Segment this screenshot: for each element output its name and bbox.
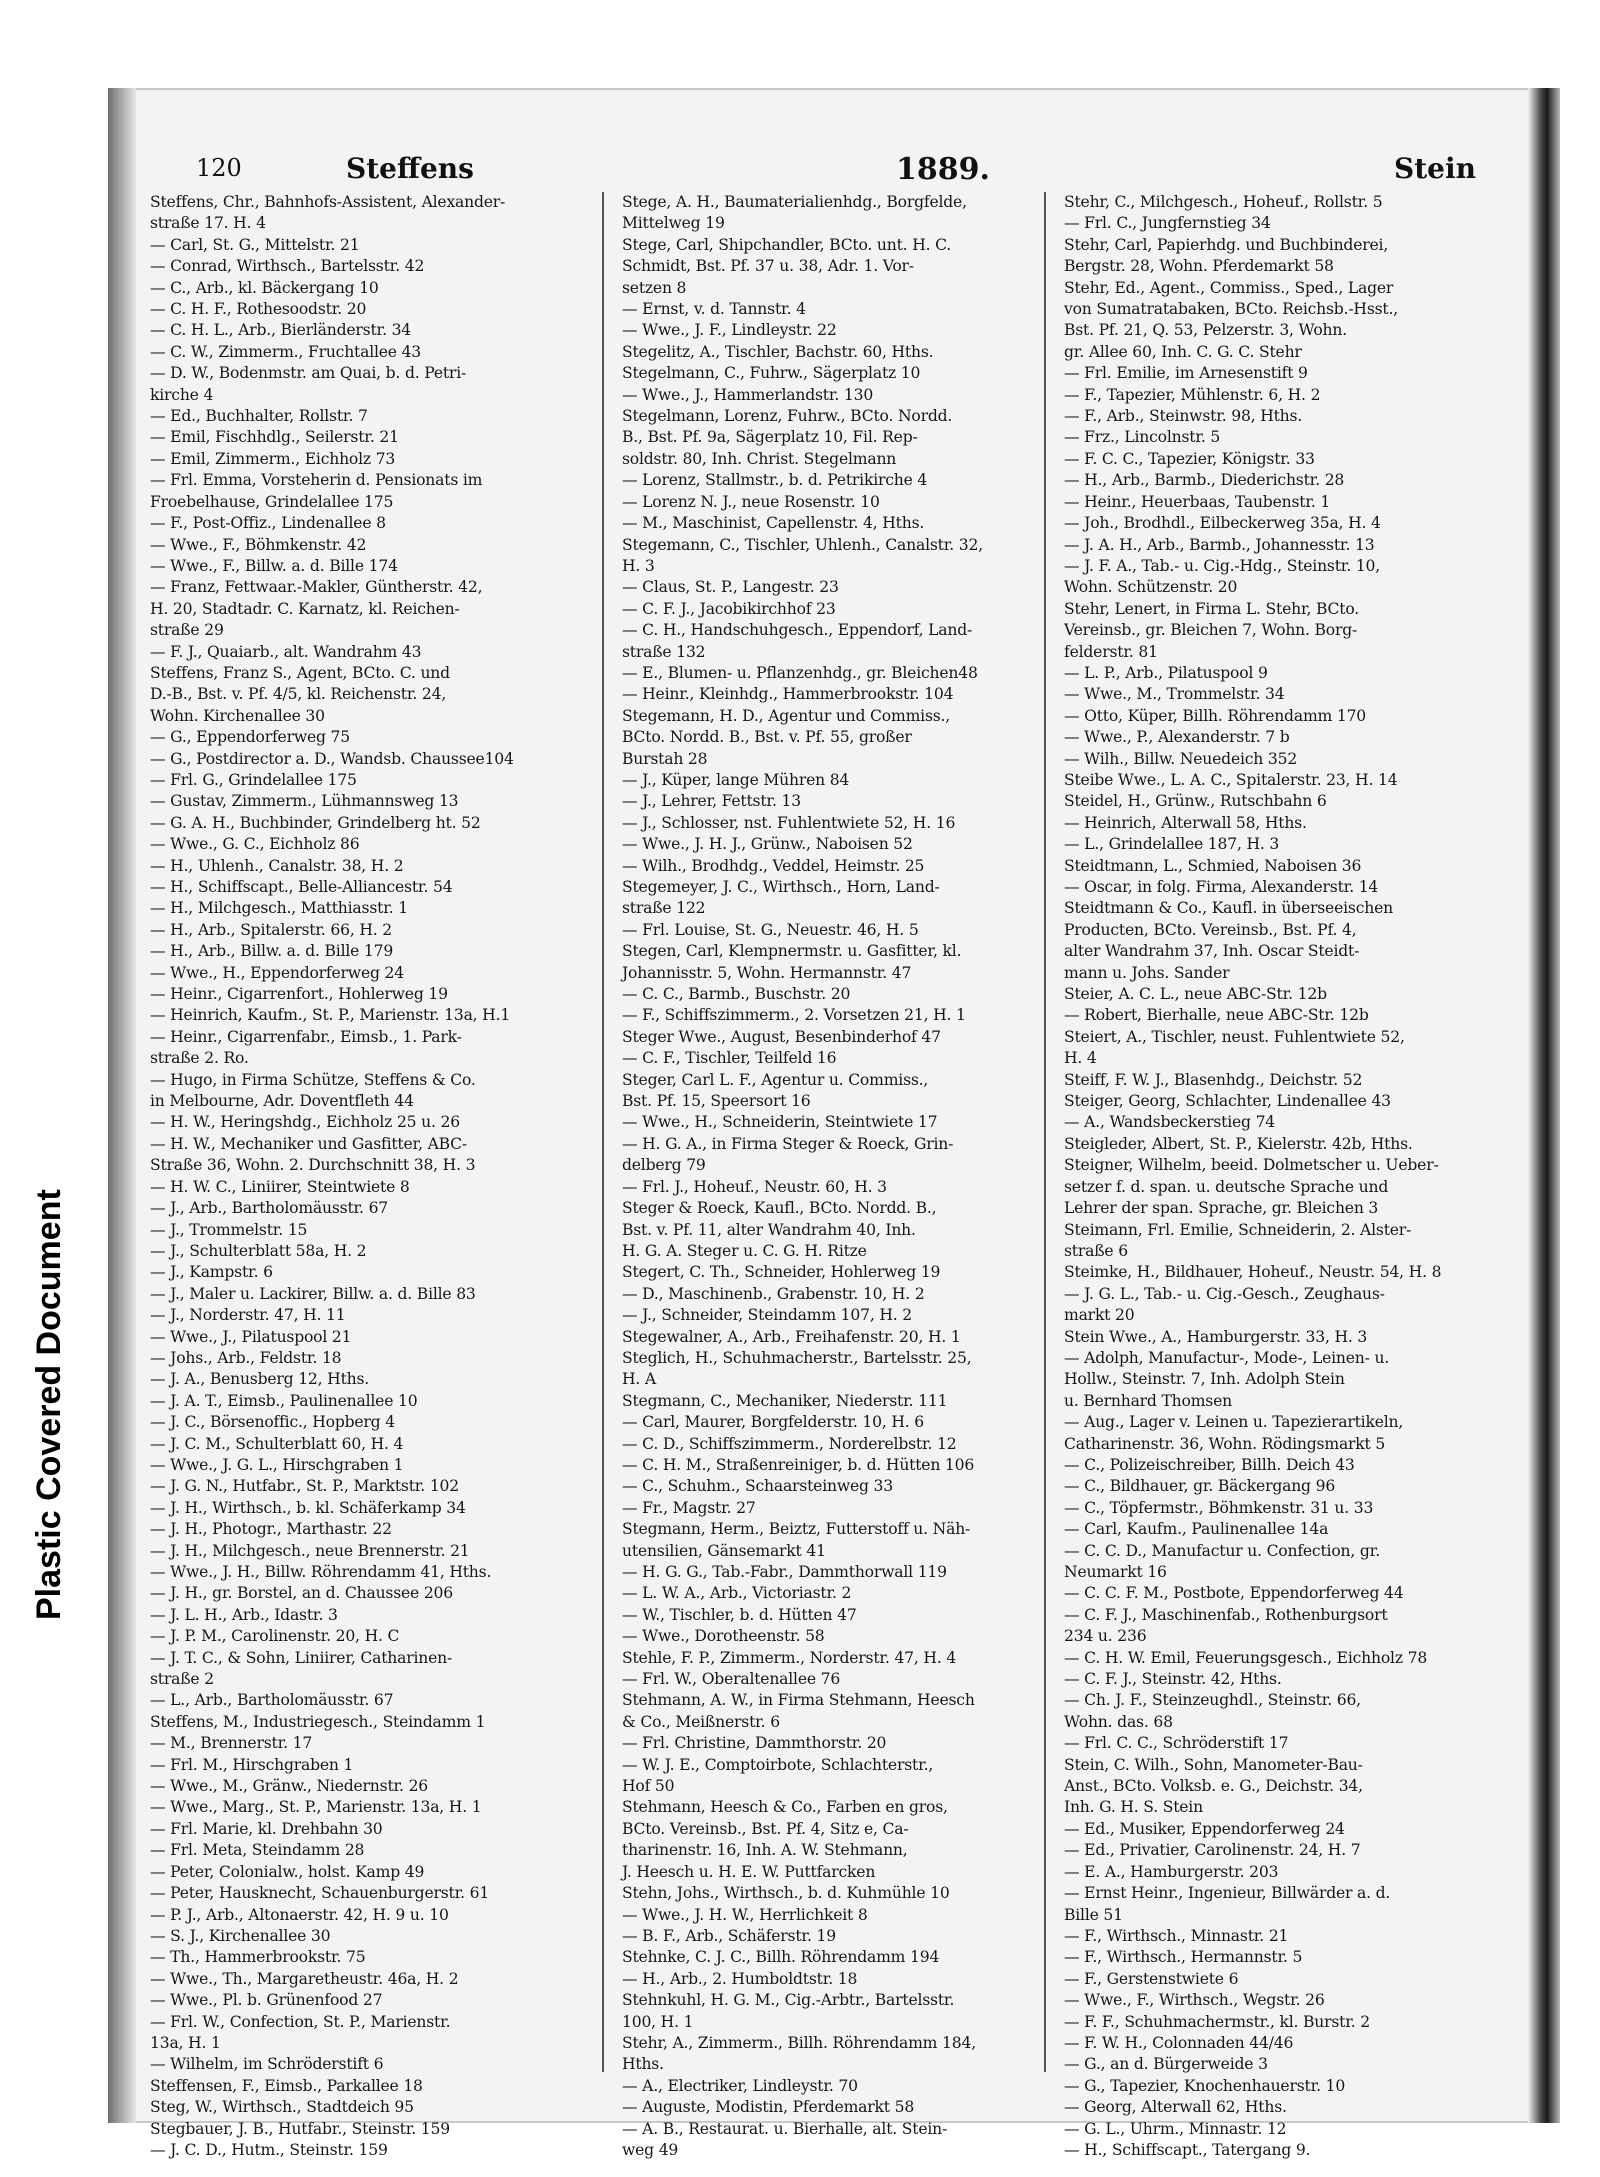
directory-entry-line: — Wwe., H., Eppendorferweg 24 <box>150 963 404 982</box>
directory-entry-line: — Frl. Meta, Steindamm 28 <box>150 1841 365 1860</box>
directory-entry-line: — C. F. J., Jacobikirchhof 23 <box>622 599 836 618</box>
directory-entry-line: Stegemann, C., Tischler, Uhlenh., Canalstr. 32, <box>622 535 983 554</box>
directory-entry-line: — Adolph, Manufactur-, Mode-, Leinen- u. <box>1064 1348 1390 1367</box>
directory-entry-line: — F., Post-Offiz., Lindenallee 8 <box>150 514 386 533</box>
directory-entry-line: Stegemeyer, J. C., Wirthsch., Horn, Land- <box>622 878 940 896</box>
directory-entry-line: H. 3 <box>622 556 655 575</box>
directory-entry-line: — J. L. H., Arb., Idastr. 3 <box>150 1605 338 1624</box>
directory-entry-line: — M., Maschinist, Capellenstr. 4, Hths. <box>622 514 925 533</box>
directory-entry-line: Johannisstr. 5, Wohn. Hermannstr. 47 <box>622 963 912 982</box>
directory-entry-line: — Frl. M., Hirschgraben 1 <box>150 1755 354 1774</box>
directory-entry-line: — Joh., Brodhdl., Eilbeckerweg 35a, H. 4 <box>1064 514 1381 533</box>
directory-entry-line: — F. C. C., Tapezier, Königstr. 33 <box>1064 449 1315 468</box>
directory-entry-line: Stegelmann, C., Fuhrw., Sägerplatz 10 <box>622 364 921 383</box>
directory-entry-line: Froebelhause, Grindelallee 175 <box>150 492 394 511</box>
directory-entry-line: — Wwe., Marg., St. P., Marienstr. 13a, H. 1 <box>150 1798 482 1817</box>
directory-entry-line: — Auguste, Modistin, Pferdemarkt 58 <box>622 2098 915 2117</box>
directory-entry-line: — F., Wirthsch., Minnastr. 21 <box>1064 1926 1289 1945</box>
directory-entry-line: — Carl, Maurer, Borgfelderstr. 10, H. 6 <box>622 1413 925 1432</box>
directory-entry-line: 234 u. 236 <box>1064 1627 1147 1646</box>
directory-entry-line: soldstr. 80, Inh. Christ. Stegelmann <box>622 449 897 468</box>
directory-entry-line: Steglich, H., Schuhmacherstr., Bartelsstr. 25, <box>622 1348 972 1367</box>
directory-entry-line: Stehr, A., Zimmerm., Billh. Röhrendamm 184, <box>622 2033 976 2052</box>
directory-entry-line: Schmidt, Bst. Pf. 37 u. 38, Adr. 1. Vor- <box>622 257 914 276</box>
directory-entry-line: — Ernst Heinr., Ingenieur, Billwärder a. d. <box>1064 1884 1391 1903</box>
directory-entry-line: Steigner, Wilhelm, beeid. Dolmetscher u. Ueber- <box>1064 1156 1439 1175</box>
directory-entry-line: Stegemann, H. D., Agentur und Commiss., <box>622 706 951 725</box>
directory-entry-line: — Frl. W., Oberaltenallee 76 <box>622 1670 841 1689</box>
directory-entry-line: setzer f. d. span. u. deutsche Sprache und <box>1064 1177 1389 1196</box>
directory-entry-line: — C. F., Tischler, Teilfeld 16 <box>622 1049 837 1068</box>
directory-entry-line: — Wilhelm, im Schröderstift 6 <box>150 2055 384 2074</box>
column-2 <box>622 192 1032 2161</box>
directory-entry-line: — Wwe., G. C., Eichholz 86 <box>150 835 360 854</box>
directory-entry-line: — L., Grindelallee 187, H. 3 <box>1064 835 1280 854</box>
directory-entry-line: — Gustav, Zimmerm., Lühmannsweg 13 <box>150 792 459 811</box>
directory-entry-line: Stege, A. H., Baumaterialienhdg., Borgfelde, <box>622 193 967 211</box>
directory-entry-line: — C. W., Zimmerm., Fruchtallee 43 <box>150 342 422 361</box>
column-divider <box>602 192 604 2072</box>
page-gutter <box>1528 88 1560 2123</box>
directory-entry-line: Steimann, Frl. Emilie, Schneiderin, 2. Alster- <box>1064 1220 1412 1239</box>
directory-entry-line: — Ed., Buchhalter, Rollstr. 7 <box>150 407 368 426</box>
directory-entry-line: — C. C. F. M., Postbote, Eppendorferweg 44 <box>1064 1584 1404 1603</box>
directory-entry-line: Steigleder, Albert, St. P., Kielerstr. 42b, Hths. <box>1064 1134 1413 1153</box>
keyword-left: Steffens <box>346 152 474 185</box>
directory-entry-line: — H. W., Heringshdg., Eichholz 25 u. 26 <box>150 1113 460 1132</box>
directory-entry-line: — H., Schiffscapt., Belle-Alliancestr. 54 <box>150 878 453 896</box>
directory-entry-line: — Frl. C., Jungfernstieg 34 <box>1064 214 1271 233</box>
directory-entry-line: H. 4 <box>1064 1049 1097 1068</box>
directory-entry-line: Stehn, Johs., Wirthsch., b. d. Kuhmühle 10 <box>622 1884 950 1903</box>
directory-entry-line: — G. L., Uhrm., Minnastr. 12 <box>1064 2119 1287 2138</box>
directory-entry-line: — J. H., gr. Borstel, an d. Chaussee 206 <box>150 1584 453 1603</box>
directory-entry-line: — Heinr., Heuerbaas, Taubenstr. 1 <box>1064 492 1331 511</box>
directory-entry-line: Stegelmann, Lorenz, Fuhrw., BCto. Nordd. <box>622 407 953 426</box>
directory-entry-line: — J. C. M., Schulterblatt 60, H. 4 <box>150 1434 404 1453</box>
directory-entry-line: — A., Electriker, Lindleystr. 70 <box>622 2076 858 2095</box>
directory-entry-line: Bille 51 <box>1064 1905 1123 1924</box>
directory-entry-line: 13a, H. 1 <box>150 2033 221 2052</box>
directory-entry-line: H. G. A. Steger u. C. G. H. Ritze <box>622 1241 867 1260</box>
directory-entry-line: Anst., BCto. Volksb. e. G., Deichstr. 34, <box>1064 1777 1363 1796</box>
directory-entry-line: — H., Uhlenh., Canalstr. 38, H. 2 <box>150 856 404 875</box>
directory-entry-line: — Robert, Bierhalle, neue ABC-Str. 12b <box>1064 1006 1369 1025</box>
directory-entry-line: — Wwe., M., Gränw., Niedernstr. 26 <box>150 1777 429 1796</box>
directory-entry-line: — Heinr., Cigarrenfort., Hohlerweg 19 <box>150 985 448 1004</box>
directory-entry-line: — Conrad, Wirthsch., Bartelsstr. 42 <box>150 257 425 276</box>
directory-entry-line: Stein Wwe., A., Hamburgerstr. 33, H. 3 <box>1064 1327 1368 1346</box>
directory-entry-line: Stegmann, C., Mechaniker, Niederstr. 111 <box>622 1391 948 1410</box>
directory-entry-line: Steiger, Georg, Schlachter, Lindenallee 43 <box>1064 1092 1391 1111</box>
directory-entry-line: — C. F. J., Maschinenfab., Rothenburgsort <box>1064 1605 1388 1624</box>
directory-entry-line: Bst. Pf. 21, Q. 53, Pelzerstr. 3, Wohn. <box>1064 321 1347 340</box>
directory-entry-line: — E. A., Hamburgerstr. 203 <box>1064 1862 1279 1881</box>
directory-entry-line: straße 2. Ro. <box>150 1049 249 1068</box>
directory-entry-line: Wohn. Schützenstr. 20 <box>1064 578 1238 597</box>
directory-entry-line: — J., Arb., Bartholomäusstr. 67 <box>150 1199 389 1218</box>
directory-entry-line: Inh. G. H. S. Stein <box>1064 1798 1203 1817</box>
directory-entry-line: Catharinenstr. 36, Wohn. Rödingsmarkt 5 <box>1064 1434 1386 1453</box>
directory-entry-line: Steidel, H., Grünw., Rutschbahn 6 <box>1064 792 1327 811</box>
directory-entry-line: — J. F. A., Tab.- u. Cig.-Hdg., Steinstr. 10, <box>1064 556 1381 575</box>
directory-entry-line: — Fr., Magstr. 27 <box>622 1498 756 1517</box>
directory-entry-line: — Heinrich, Alterwall 58, Hths. <box>1064 813 1307 832</box>
directory-entry-line: — J. G. N., Hutfabr., St. P., Marktstr. 102 <box>150 1477 459 1496</box>
directory-entry-line: Bst. v. Pf. 11, alter Wandrahm 40, Inh. <box>622 1220 916 1239</box>
directory-entry-line: — Frl. J., Hoheuf., Neustr. 60, H. 3 <box>622 1177 887 1196</box>
directory-entry-line: Stegen, Carl, Klempnermstr. u. Gasfitter, kl. <box>622 942 962 961</box>
directory-entry-line: setzen 8 <box>622 278 687 297</box>
directory-entry-line: — Wilh., Billw. Neuedeich 352 <box>1064 749 1298 768</box>
directory-entry-line: gr. Allee 60, Inh. C. G. C. Stehr <box>1064 342 1302 361</box>
directory-entry-line: — M., Brennerstr. 17 <box>150 1734 313 1753</box>
directory-entry-line: Steier, A. C. L., neue ABC-Str. 12b <box>1064 985 1327 1004</box>
directory-entry-line: Stehr, Lenert, in Firma L. Stehr, BCto. <box>1064 599 1360 618</box>
directory-entry-line: Stehr, C., Milchgesch., Hoheuf., Rollstr. 5 <box>1064 193 1383 211</box>
directory-entry-line: straße 6 <box>1064 1241 1128 1260</box>
directory-entry-line: — H. G. A., in Firma Steger & Roeck, Grin- <box>622 1134 954 1153</box>
directory-entry-line: — G. A. H., Buchbinder, Grindelberg ht. 52 <box>150 813 481 832</box>
directory-entry-line: — L., Arb., Bartholomäusstr. 67 <box>150 1691 394 1710</box>
directory-entry-line: — C. C., Barmb., Buschstr. 20 <box>622 985 851 1004</box>
directory-entry-line: — C. H. L., Arb., Bierländerstr. 34 <box>150 321 412 340</box>
year-title: 1889. <box>896 152 990 187</box>
column-divider <box>1044 192 1046 2072</box>
directory-entry-line: Hths. <box>622 2055 664 2074</box>
directory-entry-line: von Sumatratabaken, BCto. Reichsb.-Hsst., <box>1064 300 1399 319</box>
directory-entry-line: mann u. Johs. Sander <box>1064 963 1230 982</box>
directory-entry-line: — Frl. C. C., Schröderstift 17 <box>1064 1734 1289 1753</box>
directory-entry-line: Neumarkt 16 <box>1064 1563 1167 1581</box>
directory-entry-line: Stegert, C. Th., Schneider, Hohlerweg 19 <box>622 1263 941 1282</box>
directory-entry-line: — H., Arb., Spitalerstr. 66, H. 2 <box>150 920 392 939</box>
directory-entry-line: — Frl. Louise, St. G., Neuestr. 46, H. 5 <box>622 920 919 939</box>
directory-entry-line: — Carl, St. G., Mittelstr. 21 <box>150 235 360 254</box>
directory-entry-line: — Ed., Musiker, Eppendorferweg 24 <box>1064 1819 1345 1838</box>
directory-entry-line: — Ernst, v. d. Tannstr. 4 <box>622 300 806 319</box>
directory-entry-line: — L. W. A., Arb., Victoriastr. 2 <box>622 1584 852 1603</box>
directory-entry-line: — Wwe., Th., Margaretheustr. 46a, H. 2 <box>150 1969 459 1988</box>
directory-entry-line: — Otto, Küper, Billh. Röhrendamm 170 <box>1064 706 1367 725</box>
directory-entry-line: — Wwe., J. F., Lindleystr. 22 <box>622 321 837 340</box>
directory-entry-line: — J., Norderstr. 47, H. 11 <box>150 1306 346 1325</box>
directory-entry-line: — C. H., Handschuhgesch., Eppendorf, Land- <box>622 621 973 640</box>
directory-entry-line: — W., Tischler, b. d. Hütten 47 <box>622 1605 857 1624</box>
directory-entry-line: — A. B., Restaurat. u. Bierhalle, alt. Stein- <box>622 2119 948 2138</box>
directory-entry-line: — F., Wirthsch., Hermannstr. 5 <box>1064 1948 1303 1967</box>
directory-entry-line: — J. A. H., Arb., Barmb., Johannesstr. 13 <box>1064 535 1375 554</box>
directory-page <box>108 88 1560 2159</box>
directory-entry-line: — J., Lehrer, Fettstr. 13 <box>622 792 801 811</box>
directory-entry-line: — J., Schlosser, nst. Fuhlentwiete 52, H. 16 <box>622 813 956 832</box>
directory-entry-line: — Peter, Hausknecht, Schauenburgerstr. 61 <box>150 1884 490 1903</box>
directory-entry-line: — C. D., Schiffszimmerm., Norderelbstr. 12 <box>622 1434 957 1453</box>
directory-entry-line: Steidtmann & Co., Kaufl. in überseeischen <box>1064 899 1393 918</box>
directory-entry-line: — Wwe., M., Trommelstr. 34 <box>1064 685 1285 704</box>
directory-entry-line: — Emil, Fischhdlg., Seilerstr. 21 <box>150 428 399 447</box>
directory-entry-line: Steffens, Chr., Bahnhofs-Assistent, Alexander- <box>150 193 506 211</box>
directory-entry-line: 100, H. 1 <box>622 2012 694 2031</box>
directory-entry-line: — J. G. L., Tab.- u. Cig.-Gesch., Zeughaus- <box>1064 1284 1385 1303</box>
directory-entry-line: — L. P., Arb., Pilatuspool 9 <box>1064 663 1268 682</box>
directory-entry-line: Wohn. Kirchenallee 30 <box>150 706 325 725</box>
directory-entry-line: — Wwe., Dorotheenstr. 58 <box>622 1627 825 1646</box>
directory-entry-line: Steimke, H., Bildhauer, Hoheuf., Neustr. 54, H. 8 <box>1064 1263 1442 1282</box>
directory-entry-line: kirche 4 <box>150 385 214 404</box>
directory-entry-line: B., Bst. Pf. 9a, Sägerplatz 10, Fil. Rep- <box>622 428 918 447</box>
directory-entry-line: — Franz, Fettwaar.-Makler, Güntherstr. 42, <box>150 578 483 597</box>
directory-entry-line: Stehnkuhl, H. G. M., Cig.-Arbtr., Bartelsstr. <box>622 1991 955 2010</box>
directory-entry-line: Stehmann, A. W., in Firma Stehmann, Heesch <box>622 1691 975 1710</box>
directory-entry-line: — P. J., Arb., Altonaerstr. 42, H. 9 u. 10 <box>150 1905 449 1924</box>
directory-entry-line: Producten, BCto. Vereinsb., Bst. Pf. 4, <box>1064 920 1357 939</box>
keyword-right: Stein <box>1394 152 1476 185</box>
column-1 <box>150 192 560 2161</box>
directory-entry-line: weg 49 <box>622 2140 679 2159</box>
directory-entry-line: Steibe Wwe., L. A. C., Spitalerstr. 23, H. 14 <box>1064 770 1398 789</box>
directory-entry-line: — F., Schiffszimmerm., 2. Vorsetzen 21, H. 1 <box>622 1006 966 1025</box>
directory-entry-line: Vereinsb., gr. Bleichen 7, Wohn. Borg- <box>1064 621 1358 640</box>
directory-entry-line: — J., Trommelstr. 15 <box>150 1220 308 1239</box>
directory-entry-line: — Aug., Lager v. Leinen u. Tapezierartikeln, <box>1064 1413 1404 1432</box>
directory-entry-line: straße 122 <box>622 899 706 918</box>
directory-entry-line: Steger Wwe., August, Besenbinderhof 47 <box>622 1027 941 1046</box>
directory-entry-line: — Frl. Emma, Vorsteherin d. Pensionats im <box>150 471 483 490</box>
directory-entry-line: — Frl. G., Grindelallee 175 <box>150 770 357 789</box>
directory-entry-line: — J. C. D., Hutm., Steinstr. 159 <box>150 2140 388 2159</box>
directory-entry-line: — C., Bildhauer, gr. Bäckergang 96 <box>1064 1477 1336 1496</box>
directory-entry-line: markt 20 <box>1064 1306 1135 1325</box>
directory-entry-line: delberg 79 <box>622 1156 706 1175</box>
directory-entry-line: — Wwe., P., Alexanderstr. 7 b <box>1064 728 1290 747</box>
directory-entry-line: — Wwe., J. H., Billw. Röhrendamm 41, Hths. <box>150 1563 492 1581</box>
directory-entry-line: — Frl. Emilie, im Arnesenstift 9 <box>1064 364 1308 383</box>
directory-entry-line: Stehr, Ed., Agent., Commiss., Sped., Lager <box>1064 278 1394 297</box>
page-header <box>196 148 1516 192</box>
directory-entry-line: Stegbauer, J. B., Hutfabr., Steinstr. 159 <box>150 2119 450 2138</box>
directory-entry-line: — J., Schneider, Steindamm 107, H. 2 <box>622 1306 912 1325</box>
directory-entry-line: — Wwe., H., Schneiderin, Steintwiete 17 <box>622 1113 938 1132</box>
directory-entry-line: Stehnke, C. J. C., Billh. Röhrendamm 194 <box>622 1948 940 1967</box>
directory-entry-line: Stehmann, Heesch & Co., Farben en gros, <box>622 1798 948 1817</box>
directory-entry-line: Steffens, M., Industriegesch., Steindamm 1 <box>150 1712 486 1731</box>
directory-entry-line: — C. H. W. Emil, Feuerungsgesch., Eichholz 78 <box>1064 1648 1428 1667</box>
directory-entry-line: straße 29 <box>150 621 224 640</box>
directory-entry-line: — Wwe., Pl. b. Grünenfood 27 <box>150 1991 383 2010</box>
directory-entry-line: & Co., Meißnerstr. 6 <box>622 1712 780 1731</box>
directory-entry-line: — F. W. H., Colonnaden 44/46 <box>1064 2033 1294 2052</box>
directory-entry-line: Bst. Pf. 15, Speersort 16 <box>622 1092 811 1111</box>
directory-entry-line: — G., an d. Bürgerweide 3 <box>1064 2055 1268 2074</box>
directory-entry-line: Wohn. das. 68 <box>1064 1712 1173 1731</box>
directory-entry-line: — Heinr., Kleinhdg., Hammerbrookstr. 104 <box>622 685 954 704</box>
directory-entry-line: — H., Arb., 2. Humboldtstr. 18 <box>622 1969 858 1988</box>
directory-entry-line: utensilien, Gänsemarkt 41 <box>622 1541 826 1560</box>
directory-entry-line: — C., Polizeischreiber, Billh. Deich 43 <box>1064 1455 1355 1474</box>
directory-entry-line: — F. F., Schuhmachermstr., kl. Burstr. 2 <box>1064 2012 1371 2031</box>
directory-entry-line: — Wwe., J. G. L., Hirschgraben 1 <box>150 1455 404 1474</box>
page-shadow-edge <box>108 88 136 2123</box>
directory-entry-line: — J. A., Benusberg 12, Hths. <box>150 1370 370 1389</box>
directory-entry-line: Hof 50 <box>622 1777 675 1796</box>
directory-entry-line: — H., Milchgesch., Matthiasstr. 1 <box>150 899 408 918</box>
directory-entry-line: — Frl. Christine, Dammthorstr. 20 <box>622 1734 887 1753</box>
directory-entry-line: — Ch. J. F., Steinzeughdl., Steinstr. 66, <box>1064 1691 1361 1710</box>
page-number: 120 <box>196 154 242 182</box>
directory-entry-line: — H. W., Mechaniker und Gasfitter, ABC- <box>150 1134 467 1153</box>
directory-entry-line: Steger, Carl L. F., Agentur u. Commiss., <box>622 1070 929 1089</box>
directory-entry-line: — J. H., Milchgesch., neue Brennerstr. 21 <box>150 1541 470 1560</box>
directory-entry-line: D.-B., Bst. v. Pf. 4/5, kl. Reichenstr. 24, <box>150 685 447 704</box>
directory-entry-line: — Wwe., J. H. W., Herrlichkeit 8 <box>622 1905 868 1924</box>
directory-entry-line: Stehr, Carl, Papierhdg. und Buchbinderei, <box>1064 235 1389 254</box>
directory-entry-line: Steiert, A., Tischler, neust. Fuhlentwiete 52, <box>1064 1027 1405 1046</box>
directory-entry-line: — C. H. F., Rothesoodstr. 20 <box>150 300 367 319</box>
directory-entry-line: — J. H., Wirthsch., b. kl. Schäferkamp 34 <box>150 1498 466 1517</box>
directory-entry-line: Steiff, F. W. J., Blasenhdg., Deichstr. 52 <box>1064 1070 1363 1089</box>
directory-entry-line: Hollw., Steinstr. 7, Inh. Adolph Stein <box>1064 1370 1345 1389</box>
directory-entry-line: — G., Tapezier, Knochenhauerstr. 10 <box>1064 2076 1346 2095</box>
directory-entry-line: — J. H., Photogr., Marthastr. 22 <box>150 1520 392 1539</box>
directory-entry-line: Stegelitz, A., Tischler, Bachstr. 60, Hths. <box>622 342 934 361</box>
directory-entry-line: — Heinr., Cigarrenfabr., Eimsb., 1. Park- <box>150 1027 462 1046</box>
directory-entry-line: Burstah 28 <box>622 749 708 768</box>
directory-entry-line: — C., Arb., kl. Bäckergang 10 <box>150 278 379 297</box>
directory-entry-line: Stege, Carl, Shipchandler, BCto. unt. H. C. <box>622 235 952 254</box>
directory-entry-line: straße 17. H. 4 <box>150 214 266 233</box>
directory-entry-line: Bergstr. 28, Wohn. Pferdemarkt 58 <box>1064 257 1334 276</box>
directory-entry-line: — Lorenz, Stallmstr., b. d. Petrikirche 4 <box>622 471 928 490</box>
directory-entry-line: — B. F., Arb., Schäferstr. 19 <box>622 1926 836 1945</box>
directory-entry-line: — F., Gerstenstwiete 6 <box>1064 1969 1239 1988</box>
directory-entry-line: u. Bernhard Thomsen <box>1064 1391 1232 1410</box>
directory-entry-line: — E., Blumen- u. Pflanzenhdg., gr. Bleichen48 <box>622 663 978 682</box>
directory-entry-line: — C., Töpfermstr., Böhmkenstr. 31 u. 33 <box>1064 1498 1374 1517</box>
directory-entry-line: — F., Arb., Steinwstr. 98, Hths. <box>1064 407 1303 426</box>
directory-entry-line: — Frz., Lincolnstr. 5 <box>1064 428 1221 447</box>
directory-entry-line: J. Heesch u. H. E. W. Puttfarcken <box>622 1862 876 1881</box>
directory-entry-line: — Frl. Marie, kl. Drehbahn 30 <box>150 1819 383 1838</box>
directory-entry-line: Straße 36, Wohn. 2. Durchschnitt 38, H. 3 <box>150 1156 476 1175</box>
directory-entry-line: Steffensen, F., Eimsb., Parkallee 18 <box>150 2076 423 2095</box>
directory-entry-line: — C. H. M., Straßenreiniger, b. d. Hütten 106 <box>622 1455 975 1474</box>
directory-entry-line: — G., Postdirector a. D., Wandsb. Chaussee104 <box>150 749 514 768</box>
directory-entry-line: — Emil, Zimmerm., Eichholz 73 <box>150 449 396 468</box>
directory-entry-line: — C., Schuhm., Schaarsteinweg 33 <box>622 1477 893 1496</box>
directory-entry-line: — C. F. J., Steinstr. 42, Hths. <box>1064 1670 1282 1689</box>
directory-entry-line: — Peter, Colonialw., holst. Kamp 49 <box>150 1862 425 1881</box>
directory-entry-line: — Wwe., J. H. J., Grünw., Naboisen 52 <box>622 835 913 854</box>
directory-entry-line: Steg, W., Wirthsch., Stadtdeich 95 <box>150 2098 414 2117</box>
directory-entry-line: Stein, C. Wilh., Sohn, Manometer-Bau- <box>1064 1755 1363 1774</box>
directory-entry-line: Mittelweg 19 <box>622 214 725 233</box>
directory-entry-line: BCto. Nordd. B., Bst. v. Pf. 55, großer <box>622 728 912 747</box>
directory-entry-line: — Wwe., F., Billw. a. d. Bille 174 <box>150 556 398 575</box>
directory-entry-line: — Oscar, in folg. Firma, Alexanderstr. 14 <box>1064 878 1379 896</box>
directory-entry-line: Stehle, F. P., Zimmerm., Norderstr. 47, H. 4 <box>622 1648 957 1667</box>
directory-entry-line: straße 2 <box>150 1670 214 1689</box>
directory-entry-line: — Wilh., Brodhdg., Veddel, Heimstr. 25 <box>622 856 925 875</box>
directory-entry-line: Steger & Roeck, Kaufl., BCto. Nordd. B., <box>622 1199 937 1218</box>
directory-entry-line: H. A <box>622 1370 656 1389</box>
directory-entry-line: — Th., Hammerbrookstr. 75 <box>150 1948 366 1967</box>
column-3 <box>1064 192 1484 2161</box>
directory-entry-line: — Lorenz N. J., neue Rosenstr. 10 <box>622 492 880 511</box>
directory-entry-line: — H. G. G., Tab.-Fabr., Dammthorwall 119 <box>622 1563 947 1581</box>
plastic-covered-text: Plastic Covered Document <box>30 1189 68 1620</box>
directory-entry-line: — Hugo, in Firma Schütze, Steffens & Co. <box>150 1070 476 1089</box>
directory-entry-line: Lehrer der span. Sprache, gr. Bleichen 3 <box>1064 1199 1379 1218</box>
directory-entry-line: — Carl, Kaufm., Paulinenallee 14a <box>1064 1520 1329 1539</box>
directory-entry-line: — Wwe., J., Hammerlandstr. 130 <box>622 385 874 404</box>
directory-entry-line: BCto. Vereinsb., Bst. Pf. 4, Sitz e, Ca- <box>622 1819 909 1838</box>
directory-entry-line: — G., Eppendorferweg 75 <box>150 728 350 747</box>
directory-entry-line: — J. P. M., Carolinenstr. 20, H. C <box>150 1627 400 1646</box>
directory-entry-line: — C. C. D., Manufactur u. Confection, gr. <box>1064 1541 1380 1560</box>
directory-entry-line: — Wwe., F., Böhmkenstr. 42 <box>150 535 367 554</box>
directory-entry-line: felderstr. 81 <box>1064 642 1158 661</box>
directory-entry-line: — H. W. C., Liniirer, Steintwiete 8 <box>150 1177 410 1196</box>
directory-entry-line: Steffens, Franz S., Agent, BCto. C. und <box>150 663 450 682</box>
directory-entry-line: — J., Kampstr. 6 <box>150 1263 273 1282</box>
directory-entry-line: — Heinrich, Kaufm., St. P., Marienstr. 13a, H.1 <box>150 1006 511 1025</box>
directory-entry-line: alter Wandrahm 37, Inh. Oscar Steidt- <box>1064 942 1360 961</box>
directory-entry-line: — H., Arb., Billw. a. d. Bille 179 <box>150 942 394 961</box>
directory-entry-line: — J., Maler u. Lackirer, Billw. a. d. Bille 83 <box>150 1284 476 1303</box>
directory-entry-line: H. 20, Stadtadr. C. Karnatz, kl. Reichen- <box>150 599 460 618</box>
directory-entry-line: — Georg, Alterwall 62, Hths. <box>1064 2098 1287 2117</box>
directory-entry-line: — J. C., Börsenoffic., Hopberg 4 <box>150 1413 395 1432</box>
directory-entry-line: — J. A. T., Eimsb., Paulinenallee 10 <box>150 1391 418 1410</box>
directory-entry-line: tharinenstr. 16, Inh. A. W. Stehmann, <box>622 1841 908 1860</box>
directory-entry-line: Steidtmann, L., Schmied, Naboisen 36 <box>1064 856 1362 875</box>
directory-entry-line: — Wwe., F., Wirthsch., Wegstr. 26 <box>1064 1991 1325 2010</box>
directory-entry-line: — Johs., Arb., Feldstr. 18 <box>150 1348 342 1367</box>
directory-entry-line: — H., Schiffscapt., Tatergang 9. <box>1064 2140 1311 2159</box>
directory-entry-line: — H., Arb., Barmb., Diederichstr. 28 <box>1064 471 1345 490</box>
directory-entry-line: — S. J., Kirchenallee 30 <box>150 1926 331 1945</box>
directory-entry-line: straße 132 <box>622 642 706 661</box>
directory-entry-line: — D. W., Bodenmstr. am Quai, b. d. Petri- <box>150 364 467 383</box>
directory-entry-line: — J., Schulterblatt 58a, H. 2 <box>150 1241 367 1260</box>
directory-entry-line: in Melbourne, Adr. Doventfleth 44 <box>150 1092 414 1111</box>
directory-entry-line: — J. T. C., & Sohn, Liniirer, Catharinen- <box>150 1648 453 1667</box>
directory-entry-line: — Claus, St. P., Langestr. 23 <box>622 578 839 597</box>
directory-entry-line: Stegewalner, A., Arb., Freihafenstr. 20, H. 1 <box>622 1327 961 1346</box>
directory-entry-line: — F. J., Quaiarb., alt. Wandrahm 43 <box>150 642 422 661</box>
directory-entry-line: — D., Maschinenb., Grabenstr. 10, H. 2 <box>622 1284 925 1303</box>
directory-entry-line: — A., Wandsbeckerstieg 74 <box>1064 1113 1276 1132</box>
directory-entry-line: — Ed., Privatier, Carolinenstr. 24, H. 7 <box>1064 1841 1361 1860</box>
directory-entry-line: — Wwe., J., Pilatuspool 21 <box>150 1327 352 1346</box>
directory-entry-line: — J., Küper, lange Mühren 84 <box>622 770 850 789</box>
directory-entry-line: Stegmann, Herm., Beiztz, Futterstoff u. Näh- <box>622 1520 971 1539</box>
directory-entry-line: — Frl. W., Confection, St. P., Marienstr. <box>150 2012 451 2031</box>
directory-entry-line: — W. J. E., Comptoirbote, Schlachterstr., <box>622 1755 934 1774</box>
directory-entry-line: — F., Tapezier, Mühlenstr. 6, H. 2 <box>1064 385 1321 404</box>
